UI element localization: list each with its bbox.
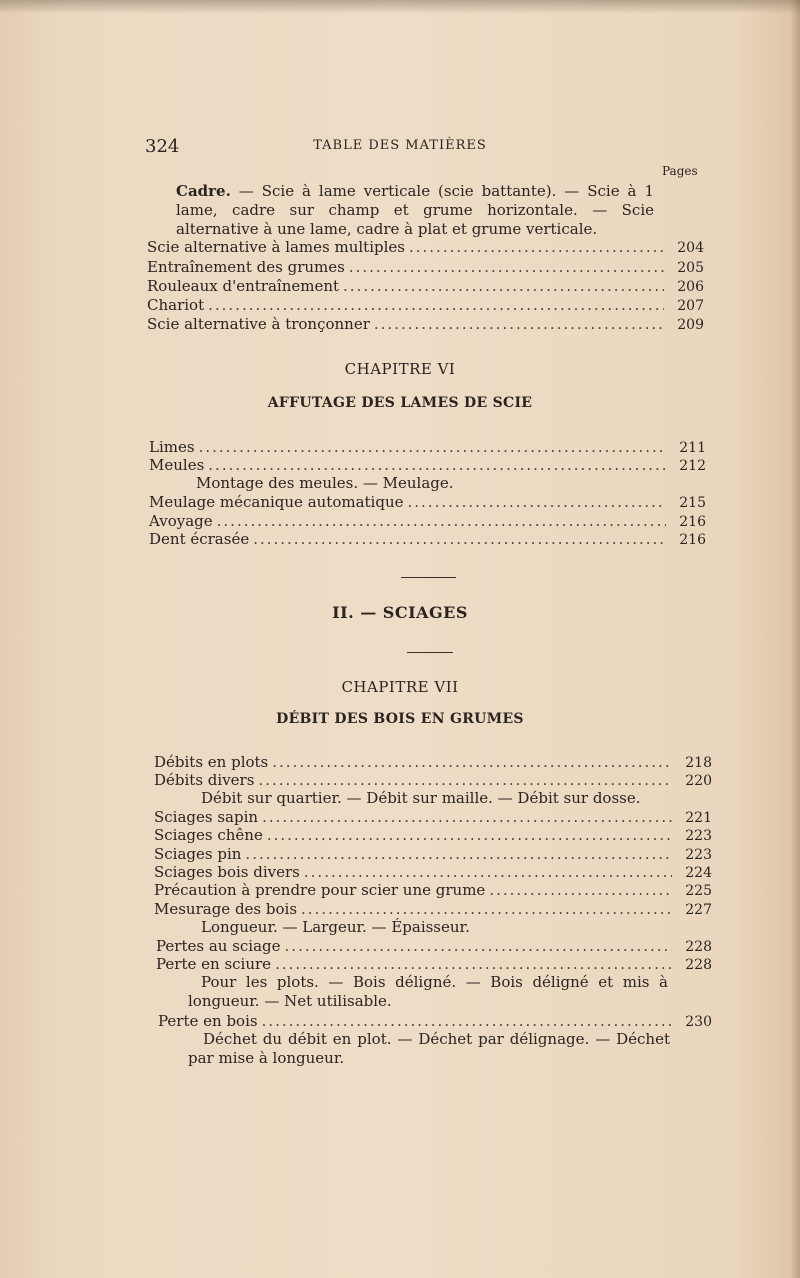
leader-dots bbox=[217, 512, 666, 531]
leader-dots bbox=[272, 753, 672, 772]
toc-entry bbox=[149, 438, 706, 457]
toc-entry bbox=[149, 493, 706, 512]
toc-entry-label: Perte en bois bbox=[158, 1012, 258, 1030]
leader-dots bbox=[253, 530, 666, 549]
toc-entry bbox=[156, 955, 712, 974]
running-head: TABLE DES MATIÈRES bbox=[313, 138, 487, 153]
toc-entry-page: 223 bbox=[685, 828, 712, 844]
leader-dots bbox=[301, 900, 672, 919]
leader-dots bbox=[258, 771, 672, 790]
toc-entry bbox=[147, 258, 704, 277]
separator-rule bbox=[407, 652, 453, 653]
leader-dots bbox=[208, 456, 666, 475]
cadre-text: — Scie à lame verticale (scie battante). — Scie à 1 lame, cadre sur champ et grume horizontale. — Scie alternative à une lame, cadre à plat et grume verticale. bbox=[176, 182, 654, 238]
toc-entry-page: 224 bbox=[685, 865, 712, 881]
toc-entry-page: 205 bbox=[677, 260, 704, 276]
part-title: II. — SCIAGES bbox=[332, 603, 468, 622]
toc-entry-label: Sciages bois divers bbox=[154, 863, 300, 881]
leader-dots bbox=[349, 258, 664, 277]
toc-entry bbox=[154, 771, 712, 790]
toc-entry bbox=[149, 456, 706, 475]
toc-entry-label: Pertes au sciage bbox=[156, 937, 281, 955]
chapter-title: DÉBIT DES BOIS EN GRUMES bbox=[276, 711, 524, 727]
toc-entry bbox=[154, 881, 712, 900]
leader-dots bbox=[374, 315, 664, 334]
toc-entry-label: Chariot bbox=[147, 296, 205, 314]
leader-dots bbox=[262, 1012, 672, 1031]
toc-entry-label: Débits en plots bbox=[154, 753, 269, 771]
toc-entry-page: 228 bbox=[685, 939, 712, 955]
toc-entry bbox=[154, 808, 712, 827]
toc-entry bbox=[154, 900, 712, 919]
toc-subtopics: Déchet du débit en plot. — Déchet par délignage. — Déchet par mise à longueur. bbox=[188, 1030, 670, 1067]
toc-entry-page: 218 bbox=[685, 755, 712, 771]
toc-entry-label: Dent écrasée bbox=[149, 530, 250, 548]
toc-entry-label: Sciages chêne bbox=[154, 826, 263, 844]
toc-entry-page: 230 bbox=[685, 1014, 712, 1030]
toc-entry bbox=[147, 238, 704, 257]
toc-entry-page: 223 bbox=[685, 847, 712, 863]
leader-dots bbox=[245, 845, 672, 864]
toc-entry-label: Entraînement des grumes bbox=[147, 258, 345, 276]
toc-entry-page: 228 bbox=[685, 957, 712, 973]
toc-entry bbox=[149, 530, 706, 549]
toc-entry-page: 227 bbox=[685, 902, 712, 918]
toc-subtopics: Longueur. — Largeur. — Épaisseur. bbox=[201, 918, 470, 936]
toc-subtopics: Pour les plots. — Bois déligné. — Bois déligné et mis à longueur. — Net utilisable. bbox=[188, 973, 668, 1010]
leader-dots bbox=[262, 808, 672, 827]
toc-entry-label: Avoyage bbox=[149, 512, 213, 530]
toc-entry-page: 209 bbox=[677, 317, 704, 333]
leader-dots bbox=[409, 238, 664, 257]
toc-subtopics: Débit sur quartier. — Débit sur maille. — Débit sur dosse. bbox=[201, 789, 641, 807]
toc-entry-page: 212 bbox=[679, 458, 706, 474]
leader-dots bbox=[208, 296, 664, 315]
toc-entry bbox=[154, 845, 712, 864]
chapter-title: AFFUTAGE DES LAMES DE SCIE bbox=[267, 395, 533, 411]
toc-entry bbox=[158, 1012, 712, 1031]
toc-entry bbox=[154, 826, 712, 845]
toc-subtopics: Montage des meules. — Meulage. bbox=[196, 474, 454, 492]
toc-entry bbox=[147, 296, 704, 315]
toc-entry-page: 221 bbox=[685, 810, 712, 826]
toc-entry-page: 211 bbox=[679, 440, 706, 456]
toc-entry-label: Scie alternative à tronçonner bbox=[147, 315, 370, 333]
page-number: 324 bbox=[145, 136, 180, 157]
chapter-heading: CHAPITRE VII bbox=[341, 678, 459, 696]
chapter-heading: CHAPITRE VI bbox=[344, 360, 456, 378]
toc-entry-label: Rouleaux d'entraînement bbox=[147, 277, 340, 295]
leader-dots bbox=[343, 277, 664, 296]
toc-entry bbox=[154, 863, 712, 882]
page-top-shadow bbox=[0, 0, 800, 14]
pages-column-label: Pages bbox=[662, 164, 698, 178]
toc-entry-label: Sciages pin bbox=[154, 845, 242, 863]
leader-dots bbox=[304, 863, 672, 882]
cadre-lead: Cadre. bbox=[176, 182, 231, 200]
toc-entry-label: Sciages sapin bbox=[154, 808, 259, 826]
separator-rule bbox=[401, 577, 456, 578]
leader-dots bbox=[275, 955, 672, 974]
toc-entry-page: 204 bbox=[677, 240, 704, 256]
toc-entry-label: Perte en sciure bbox=[156, 955, 272, 973]
toc-entry-page: 216 bbox=[679, 532, 706, 548]
toc-entry-label: Limes bbox=[149, 438, 195, 456]
toc-entry-page: 206 bbox=[677, 279, 704, 295]
toc-entry-label: Débits divers bbox=[154, 771, 255, 789]
leader-dots bbox=[199, 438, 666, 457]
page-right-edge bbox=[790, 0, 800, 1278]
toc-entry-page: 215 bbox=[679, 495, 706, 511]
toc-entry bbox=[149, 512, 706, 531]
toc-entry-page: 225 bbox=[685, 883, 712, 899]
toc-entry-label: Précaution à prendre pour scier une grume bbox=[154, 881, 486, 899]
leader-dots bbox=[489, 881, 672, 900]
leader-dots bbox=[408, 493, 667, 512]
toc-entry-page: 220 bbox=[685, 773, 712, 789]
leader-dots bbox=[285, 937, 672, 956]
cadre-paragraph bbox=[176, 182, 654, 239]
toc-entry-label: Mesurage des bois bbox=[154, 900, 298, 918]
toc-entry-page: 216 bbox=[679, 514, 706, 530]
leader-dots bbox=[267, 826, 672, 845]
toc-entry bbox=[154, 753, 712, 772]
toc-entry-page: 207 bbox=[677, 298, 704, 314]
toc-entry bbox=[147, 315, 704, 334]
toc-entry-label: Scie alternative à lames multiples bbox=[147, 238, 405, 256]
toc-entry-label: Meulage mécanique automatique bbox=[149, 493, 404, 511]
toc-entry bbox=[147, 277, 704, 296]
toc-entry-label: Meules bbox=[149, 456, 205, 474]
toc-entry bbox=[156, 937, 712, 956]
